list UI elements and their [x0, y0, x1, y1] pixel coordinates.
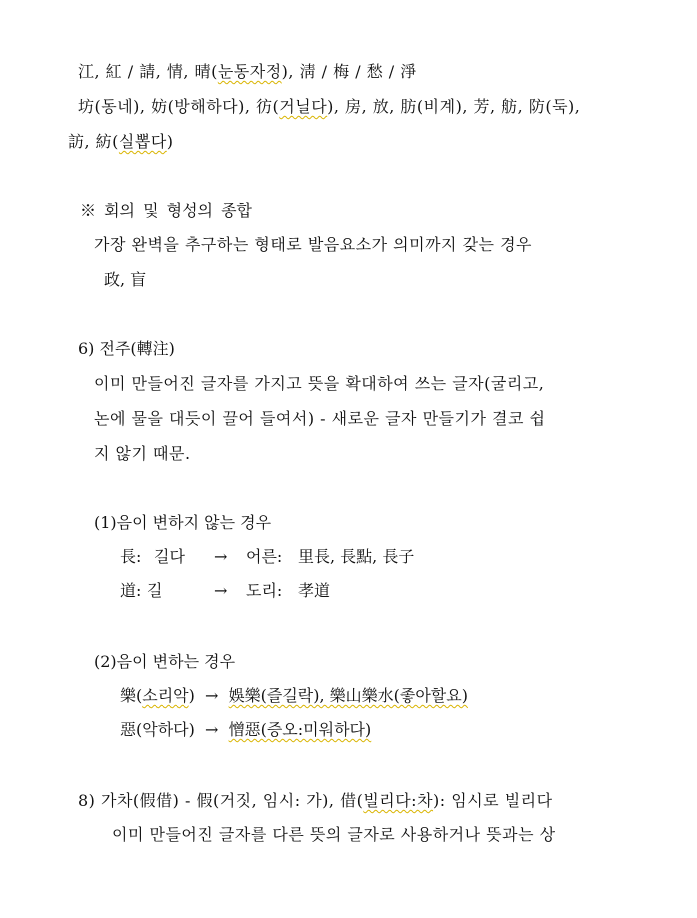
text-segment: ) [166, 132, 174, 151]
text-segment-underlined: 娛樂(즐길락), 樂山樂水(좋아할요) [228, 686, 468, 705]
text-segment-underlined: 소리악 [142, 686, 189, 705]
meaning: 길 [147, 581, 163, 600]
text-segment: 樂( [120, 686, 143, 705]
example-row [120, 580, 580, 602]
section-heading-jeonju: 6) 전주(轉注) [78, 339, 175, 358]
example-row [120, 685, 468, 707]
examples-text: 政, 盲 [104, 270, 147, 289]
text-segment-underlined: 憎惡(증오:미워하다) [228, 720, 372, 739]
example-words: 里長, 長點, 長子 [298, 547, 415, 566]
hyeongseong-line-2 [78, 96, 580, 118]
hyeongseong-line-3 [68, 131, 174, 153]
text-segment: 惡(악하다) → [120, 720, 229, 739]
hyeongseong-line-1 [78, 61, 417, 83]
text-segment: ), 房, 放, 肪(비계), 芳, 舫, 防(둑), [327, 97, 581, 116]
hanja-char: 長: [120, 547, 142, 566]
text-segment: ): 임시로 빌리다 [433, 791, 553, 810]
text-segment: 訪, 紡( [68, 132, 119, 151]
text-segment-underlined: 눈동자정 [217, 62, 282, 81]
text-segment: 坊(동네), 妨(방해하다), 彷( [78, 97, 280, 116]
paragraph-line: 이미 만들어진 글자를 가지고 뜻을 확대하여 쓰는 글자(굴리고, [94, 374, 545, 393]
text-segment: ), 淸 / 梅 / 愁 / 淨 [281, 62, 417, 81]
paragraph-line: 지 않기 때문. [94, 444, 191, 463]
example-row [120, 719, 371, 741]
text-segment: ) → [188, 686, 229, 705]
paragraph: 가장 완벽을 추구하는 형태로 발음요소가 의미까지 갖는 경우 [94, 235, 533, 254]
text-segment-underlined: 거닐다 [279, 97, 328, 116]
meaning: 길다 [154, 547, 185, 566]
hanja-char: 道: [120, 581, 142, 600]
section-heading-gacha [78, 790, 553, 812]
subsection-heading: (2)음이 변하는 경우 [94, 652, 236, 671]
text-segment: 江, 紅 / 請, 情, 晴( [78, 62, 218, 81]
derived-meaning: 어른: [246, 547, 283, 566]
derived-meaning: 도리: [246, 581, 283, 600]
arrow-icon: → [214, 547, 228, 566]
arrow-icon: → [214, 581, 228, 600]
text-segment-underlined: 빌리다:차 [363, 791, 434, 810]
paragraph-line: 논에 물을 대듯이 끌어 들여서) - 새로운 글자 만들기가 결코 쉽 [94, 409, 546, 428]
text-segment: 8) 가차(假借) - 假(거짓, 임시: 가), 借( [78, 791, 364, 810]
paragraph-line: 이미 만들어진 글자를 다른 뜻의 글자로 사용하거나 뜻과는 상 [112, 825, 556, 844]
subsection-heading: (1)음이 변하지 않는 경우 [94, 513, 272, 532]
text-segment-underlined: 실뽑다 [118, 132, 167, 151]
section-heading-hoeui-hyeongseong: ※ 회의 및 형성의 종합 [80, 201, 252, 220]
example-words: 孝道 [298, 581, 331, 600]
example-row [120, 546, 580, 568]
